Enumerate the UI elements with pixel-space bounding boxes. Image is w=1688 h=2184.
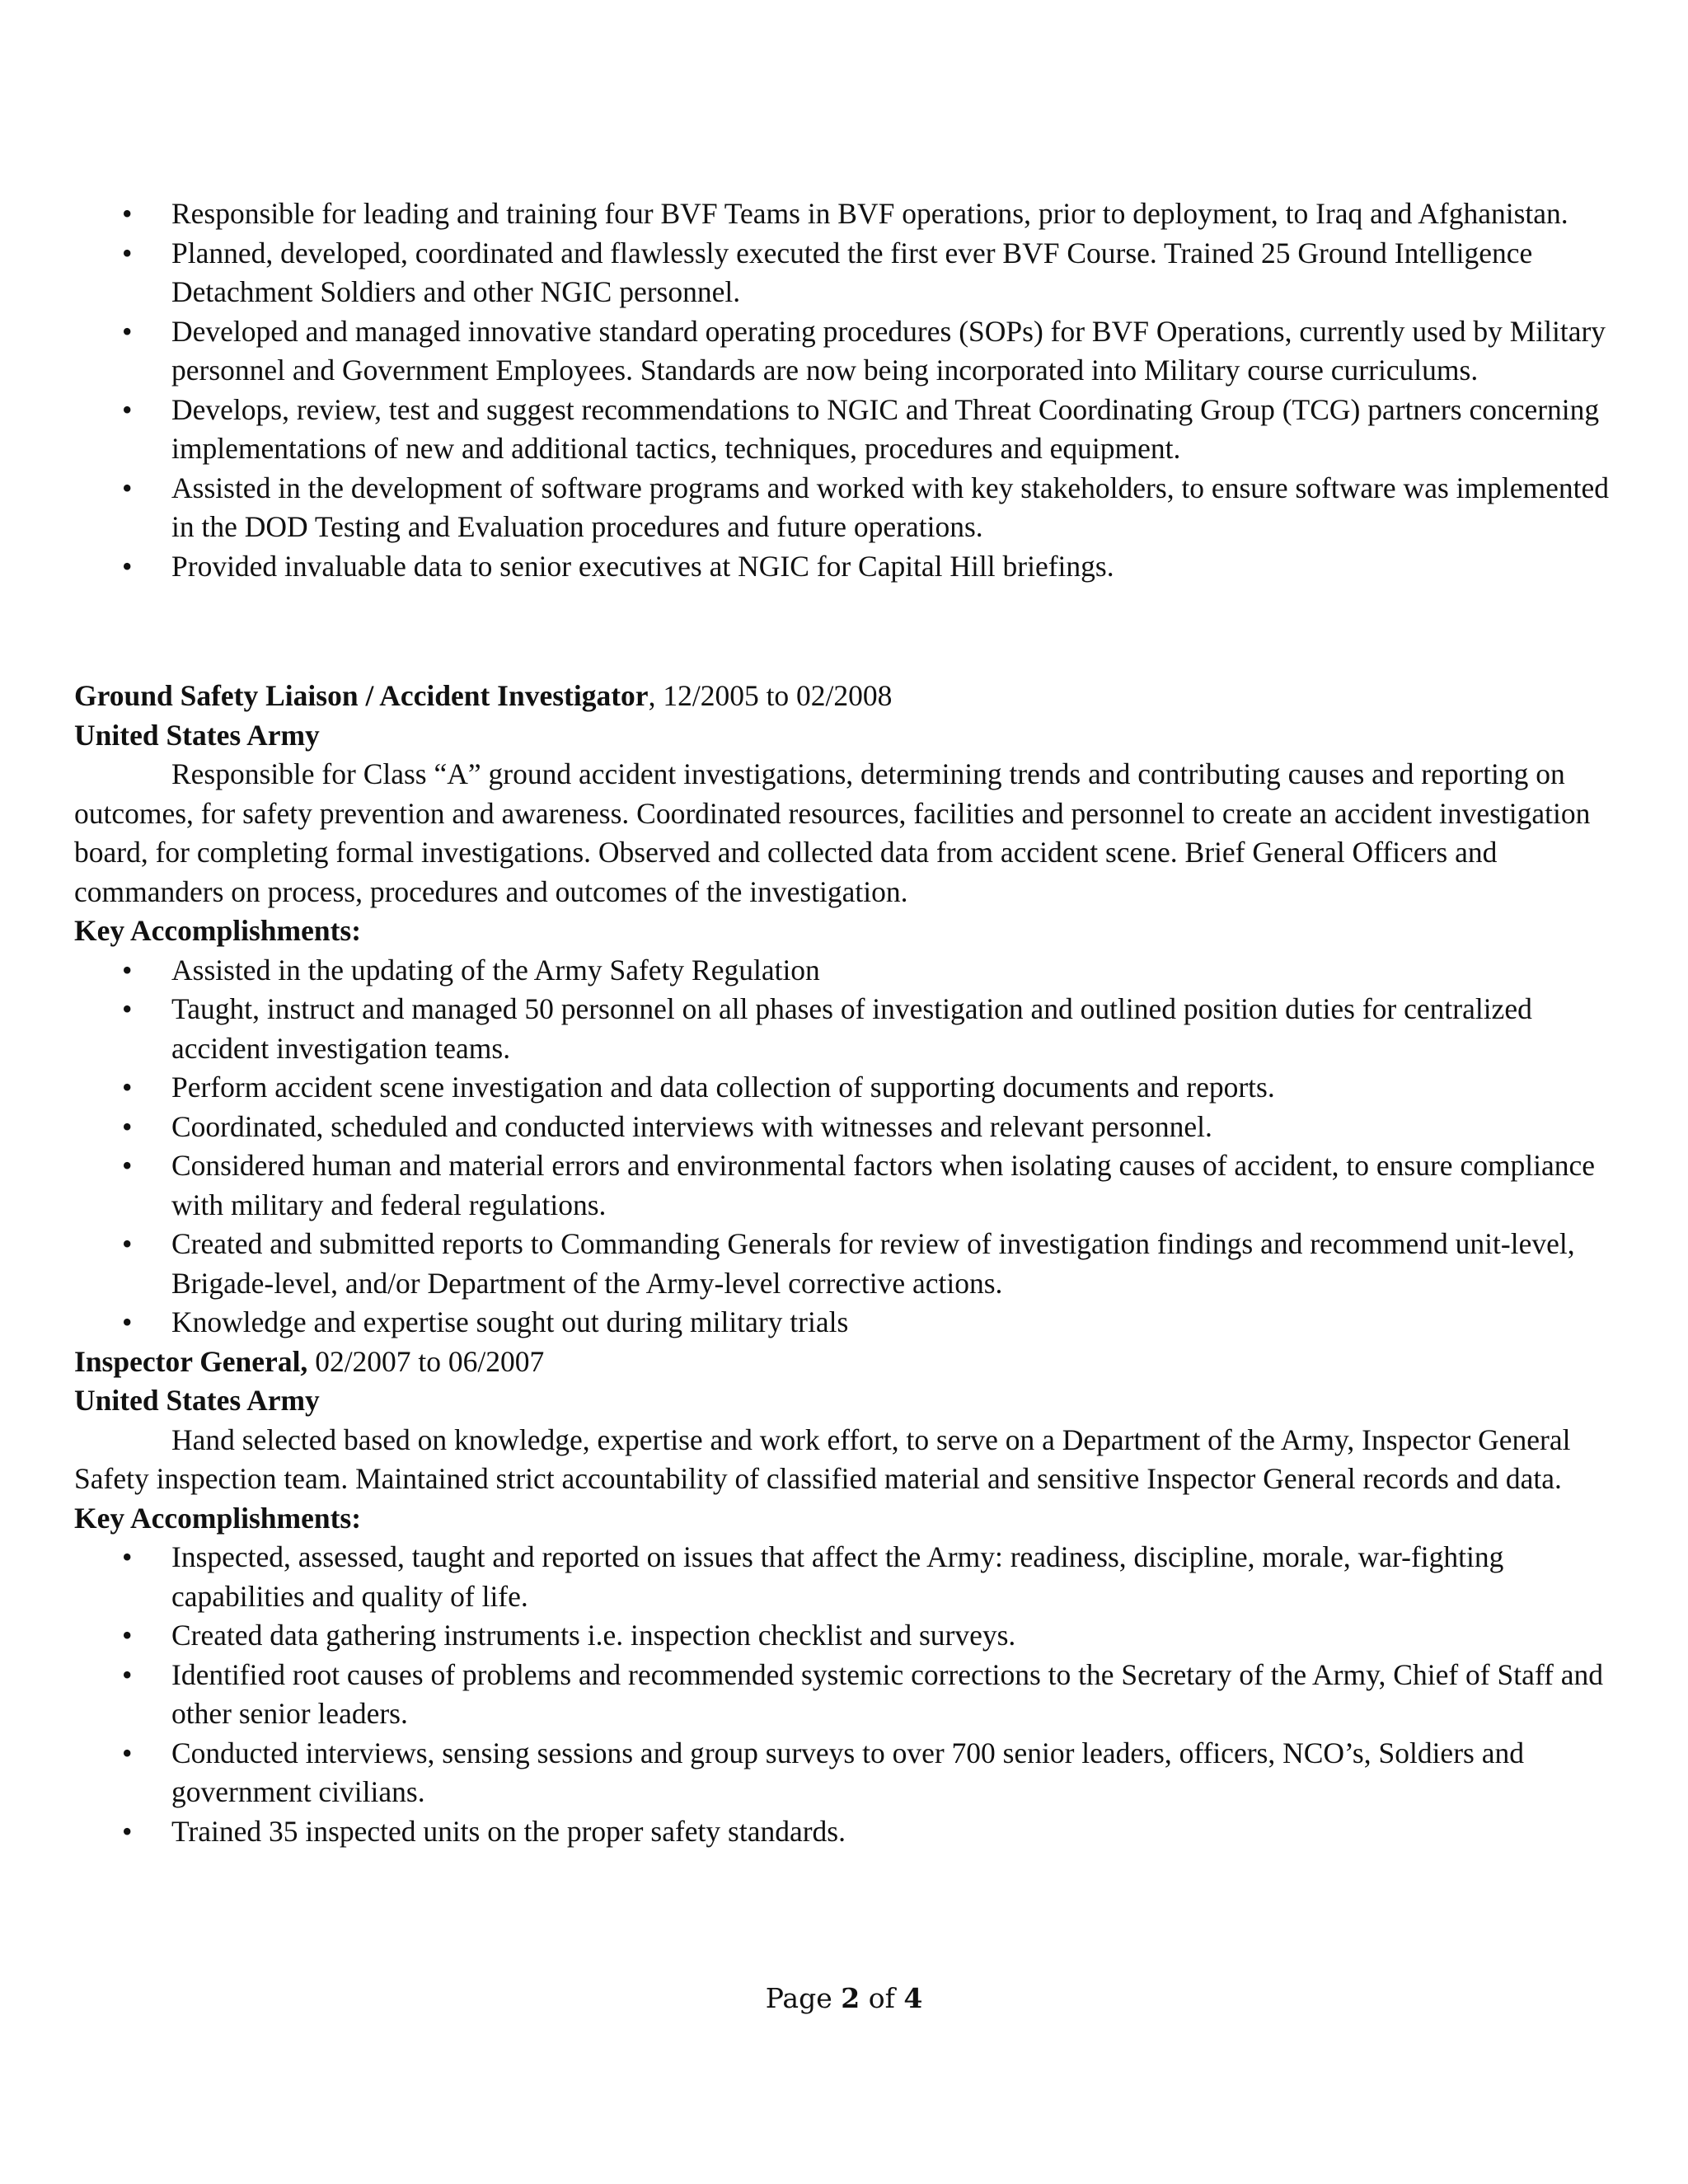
bullet-icon: • [122,1149,133,1182]
job-dates: , 12/2005 to 02/2008 [648,679,893,712]
total-pages-number: 4 [903,1982,923,2014]
of-word: of [868,1982,895,2014]
job-title: Ground Safety Liaison / Accident Investigator [74,679,649,712]
bullet-text: Trained 35 inspected units on the proper safety standards. [171,1814,846,1848]
list-item [74,312,1624,391]
list-item [74,1146,1624,1225]
bullet-text: Provided invaluable data to senior executives at NGIC for Capital Hill briefings. [171,549,1114,583]
bullet-icon: • [122,314,133,348]
bullet-text: Inspected, assessed, taught and reported on issues that affect the Army: readiness, discipline, morale, war-fighting capabilities and quality of life. [171,1540,1504,1613]
bullet-text: Responsible for leading and training four BVF Teams in BVF operations, prior to deployment, to Iraq and Afghanistan. [171,197,1568,230]
list-item [74,990,1624,1068]
bullet-icon: • [122,992,133,1025]
intro-bullet-list [74,194,1624,586]
bullet-text: Planned, developed, coordinated and flawlessly executed the first ever BVF Course. Trained 25 Ground Intelligence Detachment Soldiers and other NGIC personnel. [171,236,1533,308]
bullet-text: Perform accident scene investigation and data collection of supporting documents and reports. [171,1071,1275,1104]
job-ground-safety [74,677,1624,1343]
bullet-text: Considered human and material errors and environmental factors when isolating causes of accident, to ensure compliance with military and federal regulations. [171,1149,1596,1221]
bullet-icon: • [122,1109,133,1143]
bullet-icon: • [122,197,133,230]
bullet-text: Taught, instruct and managed 50 personnel on all phases of investigation and outlined position duties for centralized accident investigation teams. [171,992,1532,1065]
list-item [74,194,1624,234]
bullet-icon: • [122,1736,133,1769]
list-item [74,547,1624,587]
list-item [74,234,1624,312]
page-word: Page [765,1982,832,2014]
bullet-text: Develops, review, test and suggest recommendations to NGIC and Threat Coordinating Group (TCG) partners concerning implementations of new and additional tactics, techniques, procedures and equipment. [171,392,1600,465]
bullet-icon: • [122,1305,133,1338]
bullet-text: Coordinated, scheduled and conducted interviews with witnesses and relevant personnel. [171,1109,1212,1143]
resume-page [74,194,1624,1851]
list-item [74,1734,1624,1812]
job-dates: 02/2007 to 06/2007 [307,1344,545,1378]
current-page-number: 2 [841,1982,860,2014]
bullet-icon: • [122,1227,133,1260]
bullet-icon: • [122,1657,133,1691]
bullet-text: Knowledge and expertise sought out during military trials [171,1305,849,1338]
bullet-text: Developed and managed innovative standard operating procedures (SOPs) for BVF Operations, currently used by Military personnel and Government Employees. Standards are now being incorporated into Military course curriculums. [171,314,1606,387]
bullet-icon: • [122,236,133,269]
list-item [74,1303,1624,1343]
bullet-icon: • [122,1071,133,1104]
employer-name: United States Army [74,1384,320,1417]
bullet-text: Assisted in the updating of the Army Safety Regulation [171,953,820,987]
page-footer [0,1982,1688,2014]
job-inspector-general [74,1343,1624,1852]
list-item [74,1538,1624,1616]
list-item [74,1225,1624,1303]
job-heading [74,1343,1624,1382]
bullet-text: Assisted in the development of software programs and worked with key stakeholders, to ensure software was implemented in the DOD Testing and Evaluation procedures and future operations. [171,471,1609,543]
job-title: Inspector General, [74,1344,308,1378]
list-item [74,1616,1624,1656]
list-item [74,951,1624,991]
list-item [74,391,1624,469]
bullet-icon: • [122,471,133,504]
bullet-text: Created data gathering instruments i.e. inspection checklist and surveys. [171,1619,1016,1652]
bullet-text: Identified root causes of problems and recommended systemic corrections to the Secretary of the Army, Chief of Staff and other senior leaders. [171,1657,1603,1730]
list-item [74,1108,1624,1147]
bullet-text: Created and submitted reports to Commanding Generals for review of investigation findings and recommend unit-level, Brigade-level, and/or Department of the Army-level corrective actions. [171,1227,1575,1300]
list-item [74,1656,1624,1734]
job-summary: Hand selected based on knowledge, expertise and work effort, to serve on a Department of the Army, Inspector General Safety inspection team. Maintained strict accountability of classified material and sensitive Inspector General records and data. [74,1422,1571,1495]
accomplishment-list [74,951,1624,1343]
bullet-icon: • [122,953,133,987]
section-gap [74,586,1624,677]
bullet-icon: • [122,1619,133,1652]
job-summary: Responsible for Class “A” ground accident investigations, determining trends and contributing causes and reporting on outcomes, for safety prevention and awareness. Coordinated resources, facilities and personnel to create an accident investigation board, for completing formal investigations. Observed and collected data from accident scene. Brief General Officers and commanders on process, procedures and outcomes of the investigation. [74,757,1591,908]
bullet-text: Conducted interviews, sensing sessions and group surveys to over 700 senior leaders, officers, NCO’s, Soldiers and government civilians. [171,1736,1524,1808]
bullet-icon: • [122,1814,133,1848]
bullet-icon: • [122,1540,133,1573]
list-item [74,1068,1624,1108]
key-accomplishments-heading: Key Accomplishments: [74,914,362,947]
job-heading [74,677,1624,716]
accomplishment-list [74,1538,1624,1851]
employer-name: United States Army [74,718,320,752]
list-item [74,469,1624,547]
bullet-icon: • [122,549,133,583]
list-item [74,1812,1624,1852]
bullet-icon: • [122,392,133,426]
key-accomplishments-heading: Key Accomplishments: [74,1501,362,1535]
